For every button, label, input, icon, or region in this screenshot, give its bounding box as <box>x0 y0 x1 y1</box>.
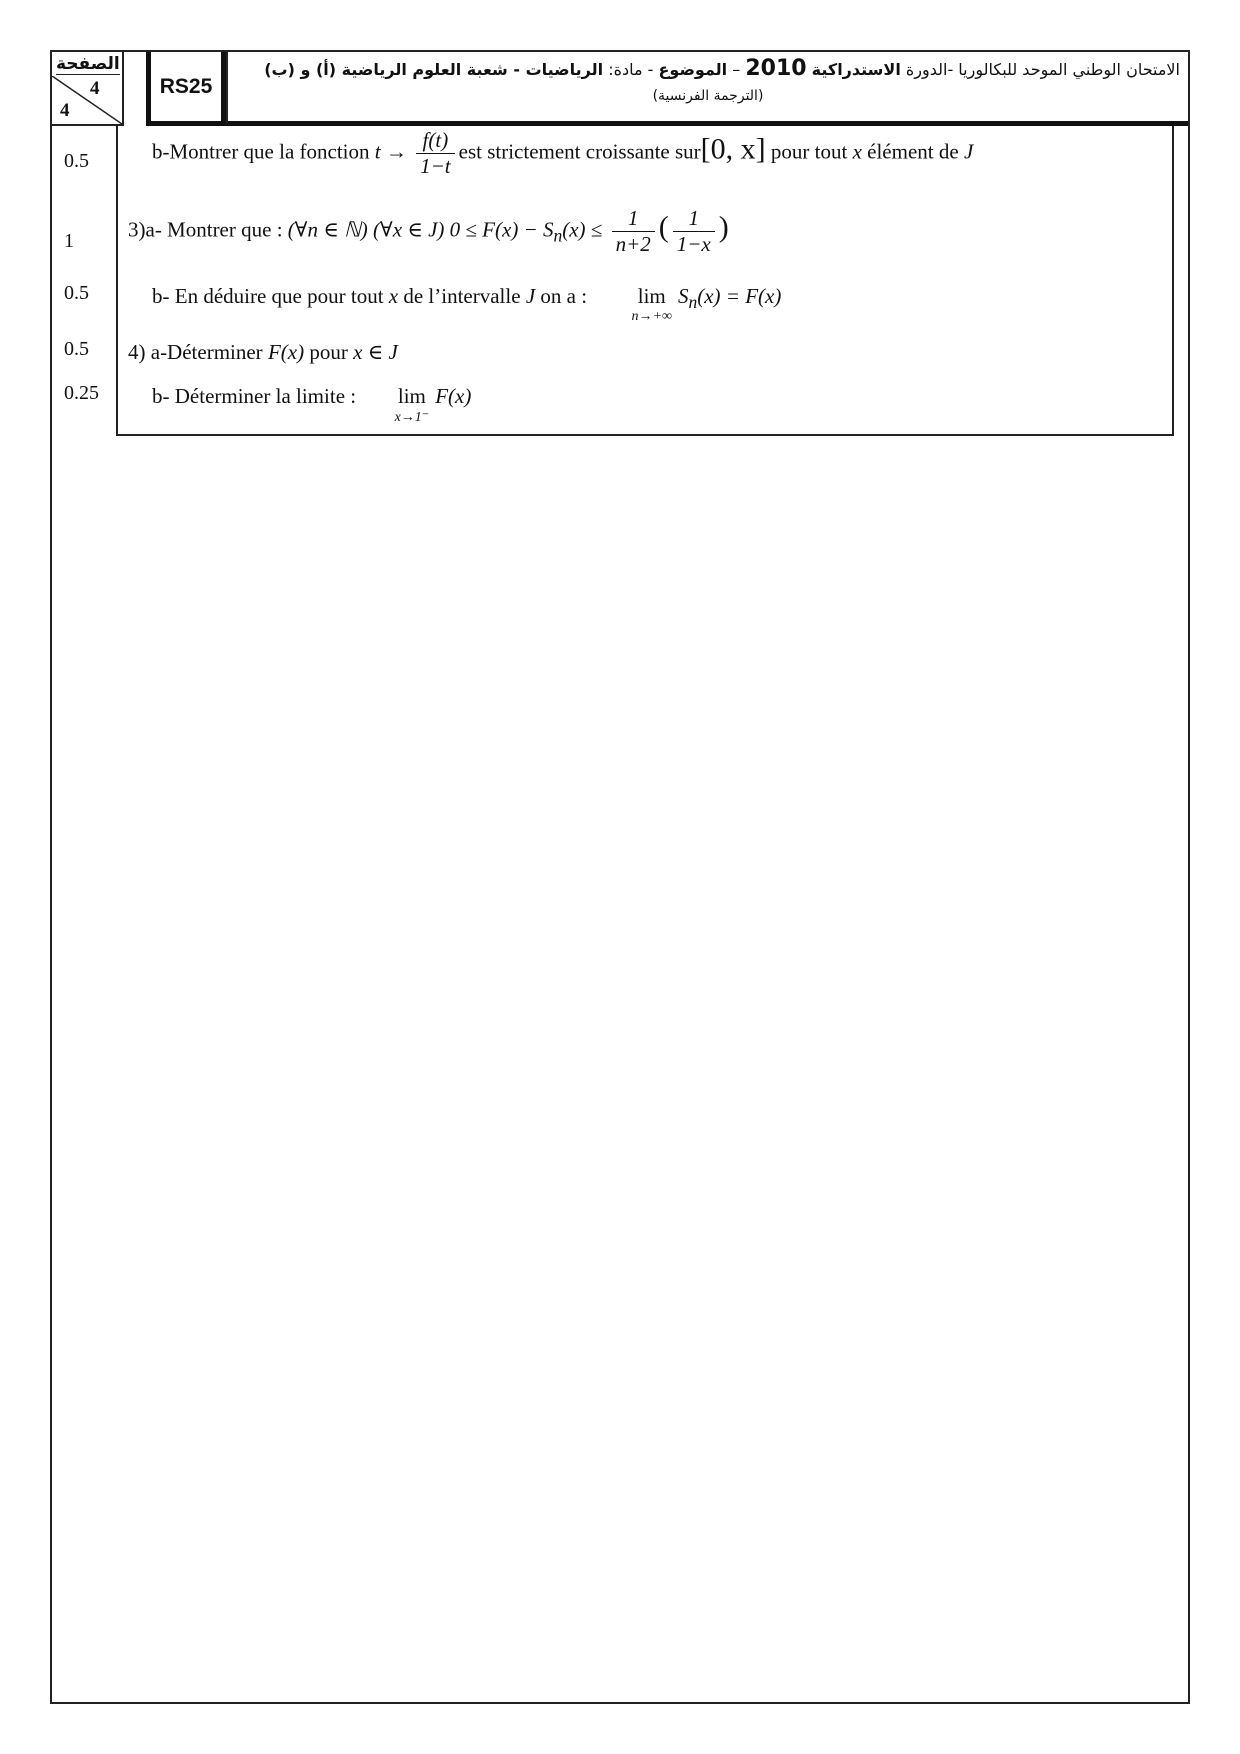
question-4b: b- Déterminer la limite : lim x→1⁻ F(x) <box>152 384 472 425</box>
mark-q4a: 0.5 <box>64 338 89 360</box>
question-2b: b-Montrer que la fonction t → $\frac{f(t)}{1-t}$ est strictement croissante sur[0, x] pour tout x élément de J <box>152 128 974 178</box>
question-4a: 4) a-Déterminer F(x) pour x ∈ J <box>128 340 398 364</box>
exam-subtitle: (الترجمة الفرنسية) <box>652 88 764 104</box>
question-3b: b- En déduire que pour tout x de l’intervalle J on a : lim n→+∞ $S_n(x) = F(x)$ <box>152 284 782 324</box>
exam-code: RS25 <box>146 52 226 126</box>
limit: lim n→+∞ <box>631 284 672 324</box>
exam-title-box <box>226 52 1188 126</box>
question-3a: 3)a- Montrer que : (∀n ∈ ℕ) (∀x ∈ J) $0 \le F(x) - S_n(x)$ ≤ $\frac{1}{n+2}$ ( $\frac{1}{1-x}$ ) <box>128 206 729 256</box>
exam-title: الامتحان الوطني الموحد للبكالوريا -الدورة الاستدراكية 2010 – الموضوع - مادة: الرياضيات - شعبة العلوم الرياضية (أ) و (ب) <box>264 56 1180 81</box>
page-current: 4 <box>90 78 100 99</box>
fraction: $\frac{f(t)}{1-t}$ <box>416 128 455 179</box>
mark-q4b: 0.25 <box>64 382 99 404</box>
limit: lim x→1⁻ <box>394 384 430 425</box>
mark-q2b: 0.5 <box>64 150 89 172</box>
page-total: 4 <box>60 100 70 121</box>
fraction: $\frac{1}{n+2}$ <box>612 206 655 257</box>
mark-q3a: 1 <box>64 230 74 252</box>
page-number-box <box>52 52 124 126</box>
page-label: الصفحة <box>56 54 120 74</box>
mark-q3b: 0.5 <box>64 282 89 304</box>
fraction: $\frac{1}{1-x}$ <box>673 206 715 257</box>
